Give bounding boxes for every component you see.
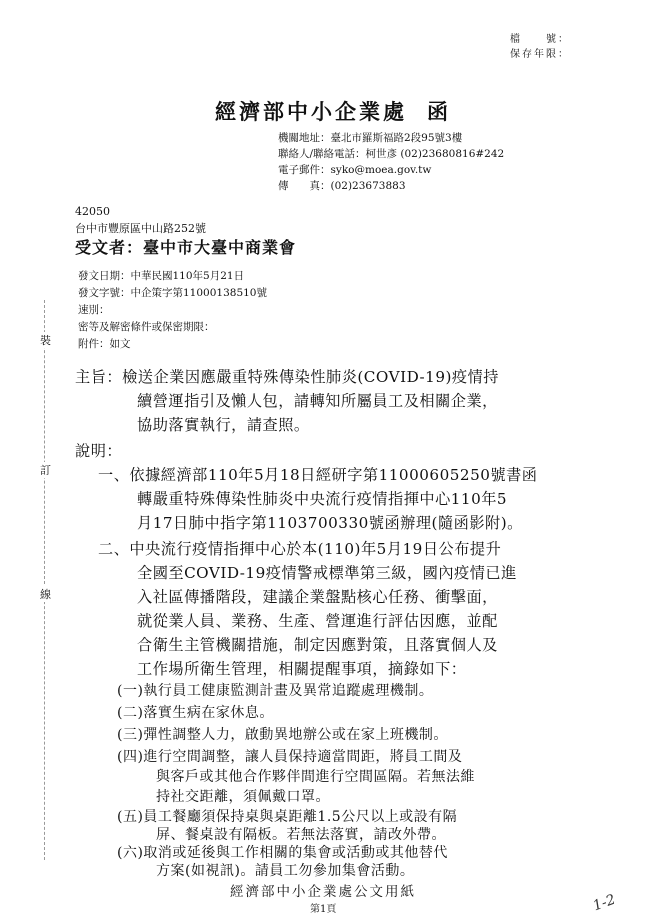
attachment: 附件：如文 xyxy=(78,338,131,350)
explanation-label: 說明： xyxy=(75,442,123,460)
document-title xyxy=(215,96,451,126)
retention-label: 保存年限： xyxy=(510,49,570,60)
recipient: 受文者：臺中市大臺中商業會 xyxy=(75,238,297,257)
item-2-line: 工作場所衛生管理，相關提醒事項，摘錄如下： xyxy=(137,660,467,678)
item-2-line: 二、中央流行疫情指揮中心於本(110)年5月19日公布提升 xyxy=(98,540,502,558)
subitem-4: (四)進行空間調整，讓人員保持適當間距，將員工間及 xyxy=(117,749,463,765)
speed-class: 速別： xyxy=(78,304,110,316)
stitch-mark: 訂 xyxy=(40,464,51,477)
subitem-1: (一)執行員工健康監測計畫及異常追蹤處理機制。 xyxy=(117,683,434,699)
subitem-6: (六)取消或延後與工作相關的集會或活動或其他替代 xyxy=(117,845,448,861)
handwritten-note: 1-2 xyxy=(590,891,618,915)
subitem-2: (二)落實生病在家休息。 xyxy=(117,705,274,721)
binding-line xyxy=(44,300,45,860)
security-class: 密等及解密條件或保密期限： xyxy=(78,321,215,333)
subitem-4-cont: 持社交距離，須佩戴口罩。 xyxy=(156,789,330,805)
recipient-street: 台中市豐原區中山路252號 xyxy=(75,222,206,235)
binding-mark: 裝 xyxy=(40,334,51,347)
official-paper-label: 經濟部中小企業處公文用紙 xyxy=(230,884,416,900)
subject-line: 協助落實執行，請查照。 xyxy=(137,416,310,434)
subitem-5: (五)員工餐廳須保持桌與桌距離1.5公尺以上或設有隔 xyxy=(117,809,458,825)
item-1-line: 月17日肺中指字第1103700330號函辦理(隨函影附)。 xyxy=(137,514,523,532)
item-2-line: 就從業人員、業務、生產、營運進行評估因應，並配 xyxy=(137,612,498,630)
contact-person: 聯絡人/聯絡電話：柯世彥 (02)23680816#242 xyxy=(278,148,505,160)
page-number: 第1頁 xyxy=(310,904,337,915)
contact-fax: 傳 真：(02)23673883 xyxy=(278,180,406,192)
line-mark: 線 xyxy=(40,588,51,601)
issue-date: 發文日期：中華民國110年5月21日 xyxy=(78,270,245,282)
subitem-5-cont: 屏、餐桌設有隔板。若無法落實，請改外帶。 xyxy=(156,827,446,843)
document-type: 函 xyxy=(427,99,451,124)
agency-name: 經濟部中小企業處 xyxy=(215,99,407,124)
item-2-line: 合衛生主管機關措施，制定因應對策，且落實個人及 xyxy=(137,636,498,654)
subitem-6-cont: 方案(如視訊)。請員工勿參加集會活動。 xyxy=(156,863,415,879)
subject-line: 續營運指引及懶人包，請轉知所屬員工及相關企業， xyxy=(137,392,498,410)
subitem-4-cont: 與客戶或其他合作夥伴間進行空間區隔。若無法維 xyxy=(156,769,475,785)
item-2-line: 全國至COVID-19疫情警戒標準第三級，國內疫情已進 xyxy=(137,564,517,582)
zip-code: 42050 xyxy=(75,205,110,218)
agency-address: 機關地址：臺北市羅斯福路2段95號3樓 xyxy=(278,132,463,144)
item-1-line: 轉嚴重特殊傳染性肺炎中央流行疫情指揮中心110年5 xyxy=(137,490,508,508)
item-2-line: 入社區傳播階段，建議企業盤點核心任務、衝擊面， xyxy=(137,588,498,606)
document-number: 發文字號：中企策字第11000138510號 xyxy=(78,287,267,299)
item-1-line: 一、依據經濟部110年5月18日經研字第11000605250號書函 xyxy=(98,466,538,484)
file-number-label: 檔 號： xyxy=(510,34,570,45)
subitem-3: (三)彈性調整人力，啟動異地辦公或在家上班機制。 xyxy=(117,727,448,743)
contact-email: 電子郵件：syko@moea.gov.tw xyxy=(278,164,432,176)
subject-line: 主旨：檢送企業因應嚴重特殊傳染性肺炎(COVID-19)疫情持 xyxy=(75,368,499,386)
